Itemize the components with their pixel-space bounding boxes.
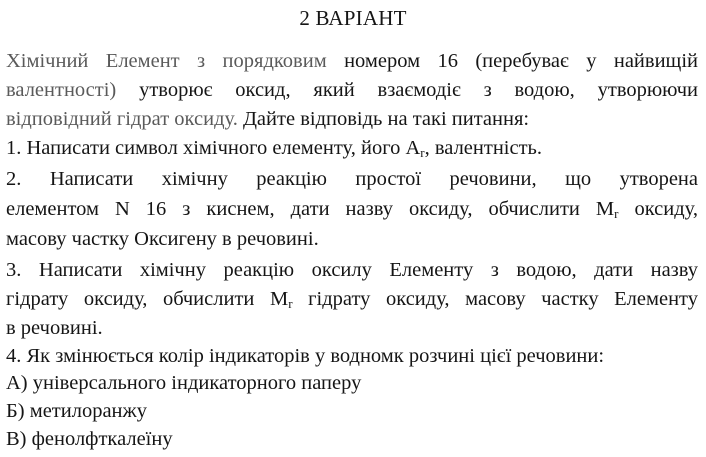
- question-2-line-2-text: елементом N 16 з киснем, дати назву оксиду, обчислити M: [6, 198, 615, 220]
- question-3-line-1: 3. Написати хімічну реакцію оксилу Елементу з водою, дати назву: [6, 259, 698, 281]
- option-c: В) фенолфткалеїну: [6, 428, 173, 450]
- intro-line-2-faded: валентності): [6, 79, 117, 101]
- intro-line-3: [6, 105, 529, 133]
- question-3-line-2-tail: гідрату оксиду, масову частку Елементу: [292, 288, 698, 310]
- question-1-subscript: r: [420, 145, 425, 160]
- intro-line-3-rest: Дайте відповідь на такі питання:: [237, 108, 530, 130]
- question-1-tail: , валентність.: [424, 137, 543, 159]
- intro-line-3-faded: відповідний гідрат оксиду.: [6, 108, 238, 130]
- intro-line-2-rest: утворює оксид, який взаємодіє з водою, утворюючи: [116, 79, 698, 101]
- question-1-text: 1. Написати символ хімічного елементу, його A: [6, 137, 421, 159]
- question-2-subscript: r: [614, 206, 619, 221]
- variant-title: 2 ВАРІАНТ: [299, 6, 407, 30]
- question-4-line-1: 4. Як змінюється колір індикаторів у водномк розчині цієї речовини:: [6, 345, 605, 367]
- intro-line-2: [6, 76, 698, 104]
- intro-line-1: [6, 47, 698, 75]
- question-2-line-1: 2. Написати хімічну реакцію простої речовини, що утворена: [6, 168, 698, 190]
- question-2-line-3: масову частку Оксигену в речовині.: [6, 228, 319, 250]
- intro-line-1-rest: номером 16 (перебуває у найвищій: [326, 50, 699, 72]
- option-b: Б) метилоранжу: [6, 400, 147, 422]
- question-3-line-2: [6, 285, 698, 313]
- question-2-line-2-tail: оксиду,: [618, 198, 698, 220]
- question-2-line-2: [6, 195, 698, 223]
- question-3-line-3: в речовині.: [6, 317, 103, 339]
- question-1: [6, 134, 542, 162]
- question-3-subscript: r: [288, 296, 293, 311]
- intro-line-1-faded: Хімічний Елемент з порядковим: [6, 50, 327, 72]
- option-a: А) універсального індикаторного паперу: [6, 372, 362, 394]
- question-3-line-2-text: гідрату оксиду, обчислити M: [6, 288, 289, 310]
